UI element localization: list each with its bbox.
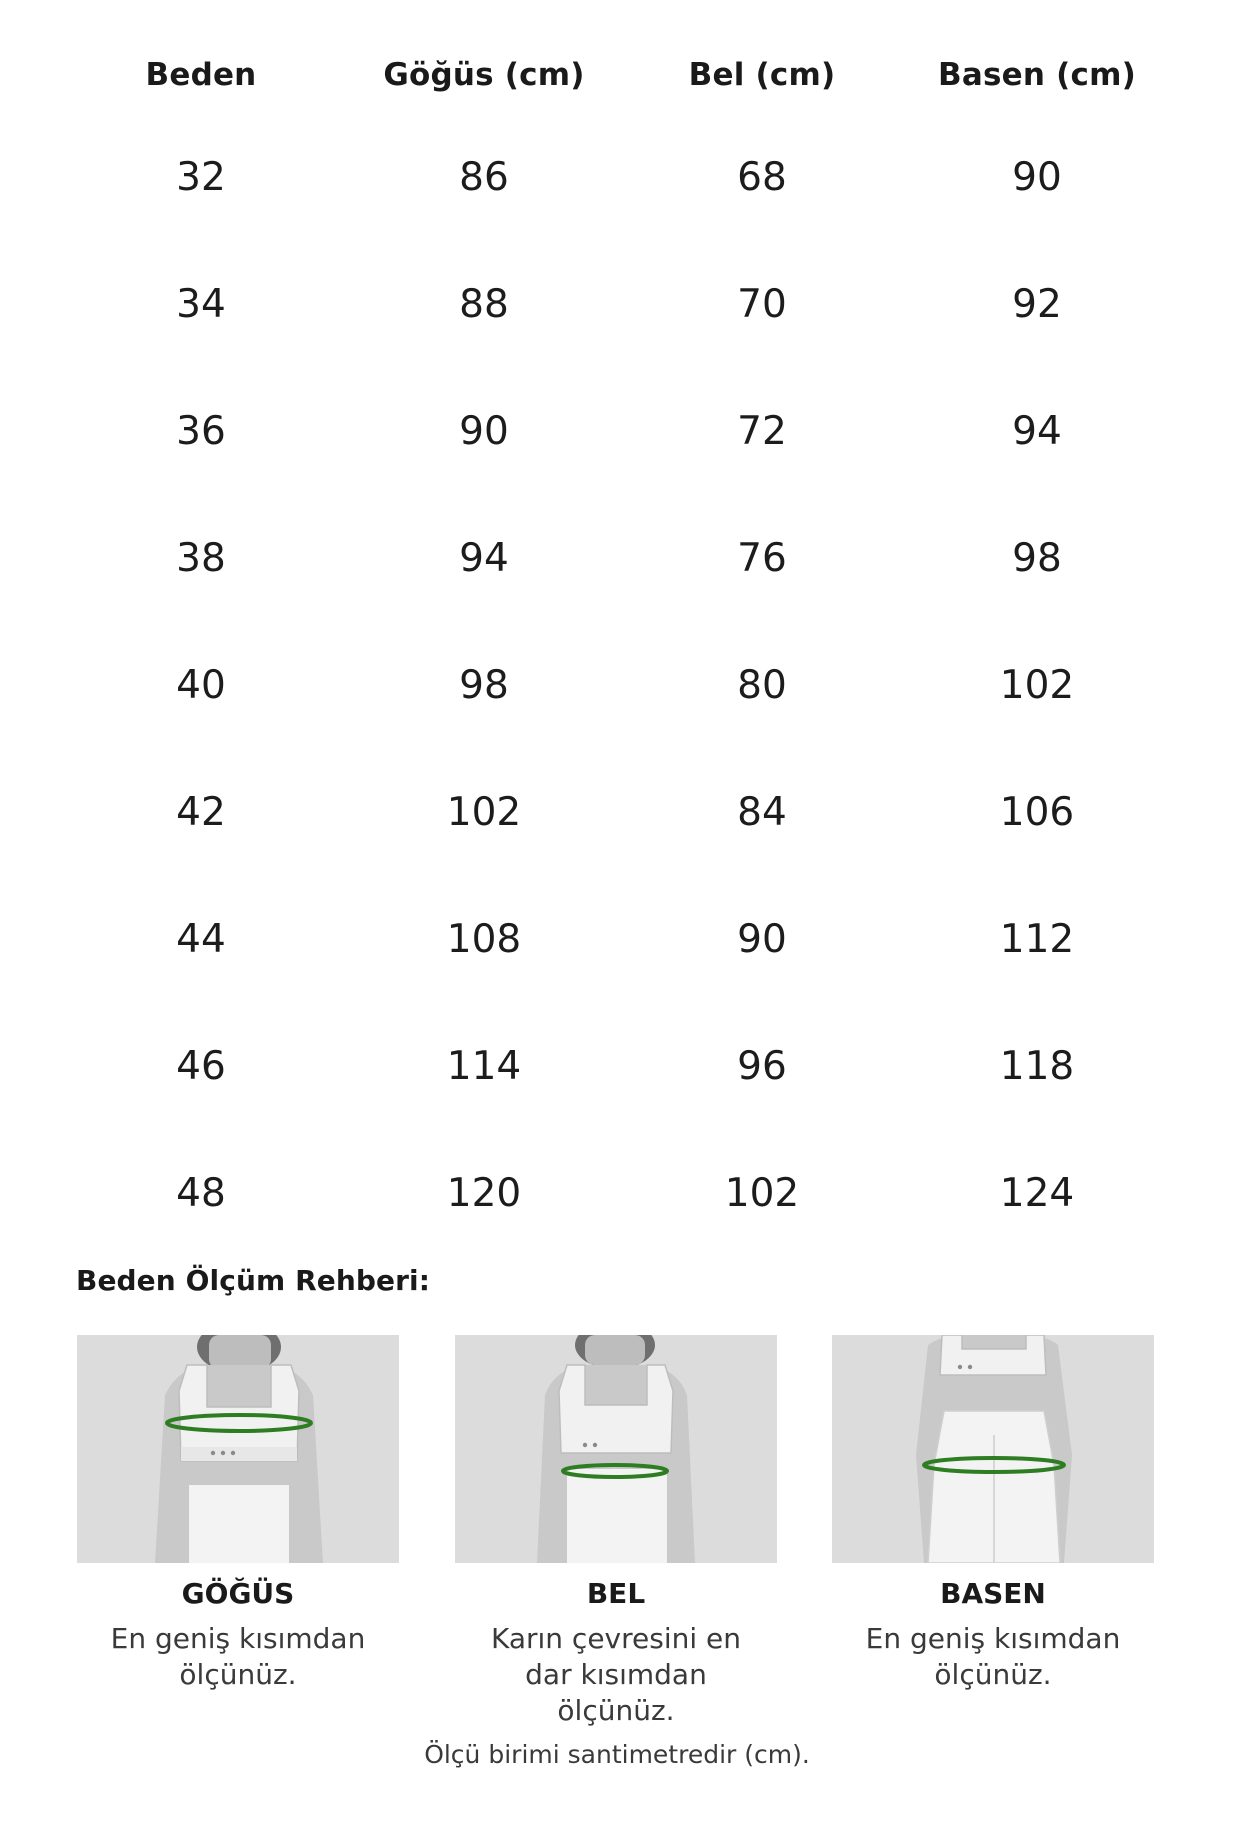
waist-cell: 68 (737, 155, 787, 200)
table-row (0, 656, 1234, 716)
hip-cell: 124 (999, 1171, 1075, 1216)
table-row (0, 529, 1234, 589)
guide-desc-chest: En geniş kısımdan ölçünüz. (110, 1622, 366, 1691)
measurement-guide-title: Beden Ölçüm Rehberi: (76, 1264, 431, 1297)
chest-cell: 108 (446, 917, 522, 962)
hip-cell: 92 (1012, 282, 1062, 327)
model-hip-measure-photo (832, 1335, 1154, 1563)
chest-cell: 102 (446, 790, 522, 835)
size-cell: 42 (176, 790, 226, 835)
guide-card-waist (455, 1335, 777, 1729)
guide-label-hip: BASEN (940, 1577, 1046, 1610)
chest-cell: 120 (446, 1171, 522, 1216)
chest-cell: 94 (459, 536, 509, 581)
table-row (0, 275, 1234, 335)
unit-footnote: Ölçü birimi santimetredir (cm). (424, 1740, 810, 1769)
guide-label-waist: BEL (586, 1577, 646, 1610)
waist-cell: 90 (737, 917, 787, 962)
table-header-row (0, 45, 1234, 105)
hip-cell: 118 (999, 1044, 1075, 1089)
hip-cell: 94 (1012, 409, 1062, 454)
hip-cell: 106 (999, 790, 1075, 835)
table-row (0, 402, 1234, 462)
model-waist-measure-photo (455, 1335, 777, 1563)
waist-cell: 96 (737, 1044, 787, 1089)
table-row (0, 910, 1234, 970)
hip-cell: 98 (1012, 536, 1062, 581)
header-bel: Bel (cm) (688, 57, 836, 93)
guide-desc-hip: En geniş kısımdan ölçünüz. (865, 1622, 1121, 1691)
table-row (0, 1164, 1234, 1224)
waist-cell: 72 (737, 409, 787, 454)
waist-cell: 76 (737, 536, 787, 581)
size-cell: 36 (176, 409, 226, 454)
chest-cell: 90 (459, 409, 509, 454)
guide-card-hip (832, 1335, 1154, 1693)
guide-label-chest: GÖĞÜS (181, 1577, 295, 1610)
table-row (0, 1037, 1234, 1097)
size-cell: 32 (176, 155, 226, 200)
chest-cell: 114 (446, 1044, 522, 1089)
table-row (0, 148, 1234, 208)
guide-desc-waist: Karın çevresini en dar kısımdan ölçünüz. (490, 1622, 742, 1727)
size-cell: 38 (176, 536, 226, 581)
model-chest-measure-photo (77, 1335, 399, 1563)
hip-cell: 90 (1012, 155, 1062, 200)
hip-cell: 102 (999, 663, 1075, 708)
chest-cell: 98 (459, 663, 509, 708)
hip-cell: 112 (999, 917, 1075, 962)
table-row (0, 783, 1234, 843)
waist-cell: 84 (737, 790, 787, 835)
header-gogus: Göğüs (cm) (383, 57, 585, 93)
chest-cell: 86 (459, 155, 509, 200)
waist-cell: 102 (724, 1171, 800, 1216)
header-basen: Basen (cm) (938, 57, 1136, 93)
size-cell: 46 (176, 1044, 226, 1089)
size-cell: 40 (176, 663, 226, 708)
size-cell: 48 (176, 1171, 226, 1216)
header-beden: Beden (145, 57, 257, 93)
size-cell: 44 (176, 917, 226, 962)
waist-cell: 70 (737, 282, 787, 327)
size-cell: 34 (176, 282, 226, 327)
waist-cell: 80 (737, 663, 787, 708)
chest-cell: 88 (459, 282, 509, 327)
guide-card-chest (77, 1335, 399, 1693)
